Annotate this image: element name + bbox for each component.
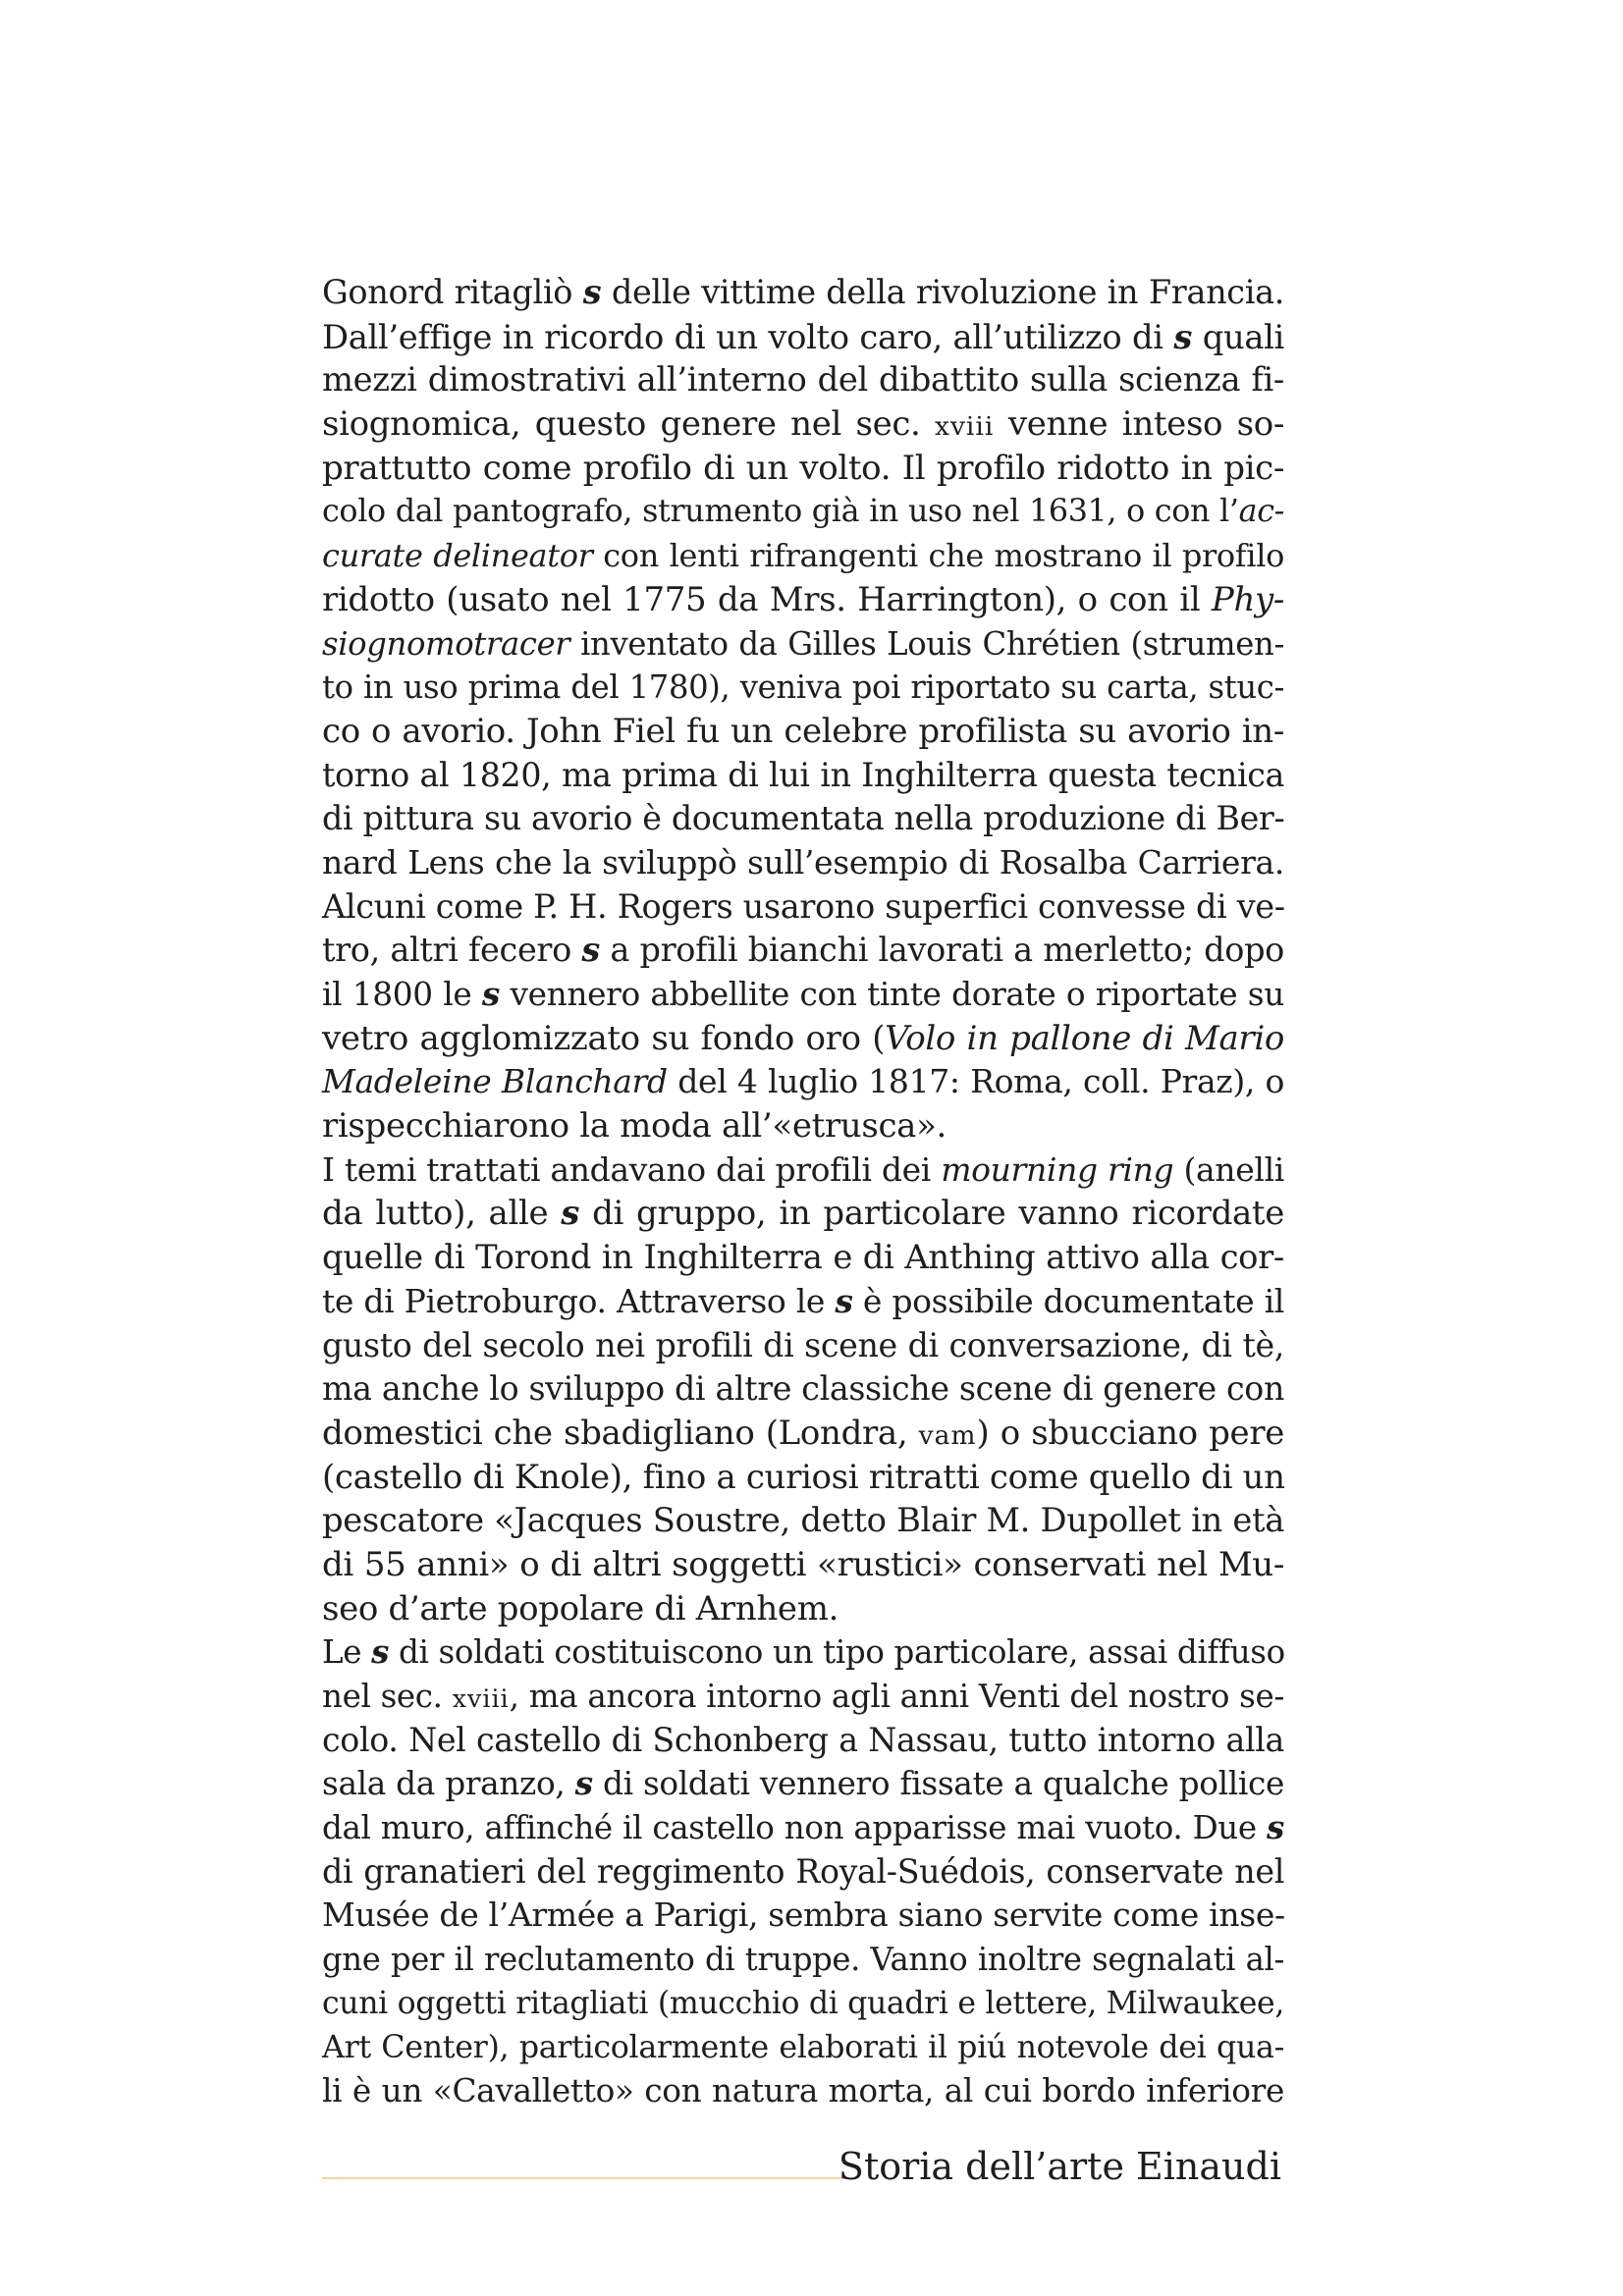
text-span: il 1800 le: [322, 976, 482, 1013]
text-span: vennero abbellite con tinte dorate o riportate su: [499, 976, 1285, 1013]
text-span: di pittura su avorio è documentata nella produzione di Ber-: [322, 799, 1285, 838]
entry-abbreviation: s: [835, 1281, 853, 1320]
text-line: [322, 2069, 1284, 2113]
text-span: co o avorio. John Fiel fu un celebre profilista su avorio in-: [322, 711, 1284, 751]
entry-abbreviation: s: [581, 931, 600, 970]
text-line: [322, 754, 1284, 798]
text-line: [322, 622, 1284, 667]
text-span: li è un «Cavalletto» con natura morta, al cui bordo inferiore: [322, 2072, 1284, 2110]
text-span: di 55 anni» o di altri soggetti «rustici» conservati nel Mu-: [322, 1544, 1284, 1584]
text-line: [322, 402, 1284, 447]
text-span: Dall’effige in ricordo di un volto caro, all’utilizzo di: [322, 317, 1174, 356]
text-span: rispecchiarono la moda all’«etrusca».: [322, 1106, 947, 1147]
text-span: venne inteso so-: [994, 404, 1284, 445]
entry-abbreviation: s: [582, 273, 602, 311]
small-caps-text: vam: [918, 1419, 977, 1451]
text-line: [322, 2026, 1284, 2070]
text-span: Gonord ritagliò: [322, 273, 583, 311]
text-span: (castello di Knole), fino a curiosi ritratti come quello di un: [322, 1457, 1285, 1497]
text-line: [322, 1675, 1284, 1719]
text-span: di granatieri del reggimento Royal-Suédois, conservate nel: [322, 1851, 1284, 1891]
text-span: inventato da Gilles Louis Chrétien (strumen-: [569, 624, 1284, 663]
text-span: di soldati vennero fissate a qualche pollice: [592, 1765, 1284, 1803]
text-line: [322, 1762, 1284, 1806]
text-line: [322, 1017, 1284, 1061]
text-line: [322, 1104, 1284, 1148]
text-line: [322, 666, 1284, 710]
small-caps-text: xviii: [934, 411, 995, 443]
text-span: gne per il reclutamento di truppe. Vanno inoltre segnalati al-: [322, 1941, 1284, 1979]
text-span: nard Lens che la sviluppò sull’esempio di Rosalba Carriera.: [322, 842, 1284, 881]
text-line: [322, 1850, 1284, 1895]
text-span: sala da pranzo,: [322, 1765, 575, 1803]
text-span: con lenti rifrangenti che mostrano il profilo: [592, 537, 1284, 575]
italic-text: curate delineator: [322, 537, 593, 575]
text-line: [322, 1938, 1284, 1982]
footer-rule: [322, 2177, 844, 2179]
italic-text: Phy-: [1211, 579, 1284, 619]
text-span: Alcuni come P. H. Rogers usarono superfici convesse di ve-: [322, 886, 1285, 926]
text-span: di soldati costituiscono un tipo particolare, assai diffuso: [389, 1633, 1285, 1672]
text-line: [322, 1192, 1284, 1236]
italic-text: ac-: [1238, 494, 1284, 530]
text-span: ) o sbucciano pere: [976, 1413, 1284, 1453]
text-span: è possibile documentate il: [852, 1281, 1284, 1320]
text-span: I temi trattati andavano dai profili dei: [322, 1149, 942, 1189]
entry-abbreviation: s: [574, 1764, 593, 1803]
text-span: tro, altri fecero: [322, 931, 582, 970]
entry-abbreviation: s: [1173, 316, 1193, 356]
text-span: Musée de l’Armée a Parigi, sembra siano servite come inse-: [322, 1896, 1285, 1935]
text-line: [322, 710, 1284, 754]
text-span: pescatore «Jacques Soustre, detto Blair M. Dupollet in età: [322, 1501, 1284, 1540]
text-line: [322, 1324, 1284, 1368]
text-line: [322, 973, 1284, 1017]
text-span: cuni oggetti ritagliati (mucchio di quadri e lettere, Milwaukee,: [322, 1985, 1284, 2021]
text-span: ma anche lo sviluppo di altre classiche scene di genere con: [322, 1369, 1285, 1409]
text-line: [322, 358, 1284, 402]
text-line: [322, 1456, 1284, 1500]
text-line: [322, 1280, 1284, 1324]
text-span: vetro agglomizzato su fondo oro (: [322, 1018, 886, 1058]
text-line: [322, 885, 1284, 930]
entry-abbreviation: s: [371, 1632, 390, 1672]
text-span: dal muro, affinché il castello non apparisse mai vuoto. Due: [322, 1809, 1268, 1847]
text-span: siognomica, questo genere nel sec.: [322, 404, 935, 445]
text-line: [322, 1806, 1284, 1850]
text-span: nel sec.: [322, 1678, 453, 1715]
text-span: (anelli: [1173, 1149, 1284, 1189]
text-line: [322, 1894, 1284, 1938]
text-line: [322, 1719, 1284, 1763]
text-span: ridotto (usato nel 1775 da Mrs. Harrington), o con il: [322, 579, 1212, 619]
text-span: Le: [322, 1633, 372, 1672]
entry-abbreviation: s: [1267, 1808, 1284, 1847]
text-span: colo. Nel castello di Schonberg a Nassau, tutto intorno alla: [322, 1720, 1284, 1759]
text-span: prattutto come profilo di un volto. Il profilo ridotto in pic-: [322, 448, 1284, 488]
text-span: da lutto), alle: [322, 1194, 562, 1234]
italic-text: Volo in pallone di Mario: [885, 1018, 1284, 1058]
text-span: quelle di Torond in Inghilterra e di Anthing attivo alla cor-: [322, 1238, 1284, 1277]
italic-text: mourning ring: [941, 1149, 1174, 1189]
text-span: gusto del secolo nei profili di scene di conversazione, di tè,: [322, 1325, 1284, 1364]
footer-title: Storia dell’arte Einaudi: [838, 2145, 1281, 2188]
entry-abbreviation: s: [481, 975, 500, 1013]
text-line: [322, 841, 1284, 885]
text-span: seo d’arte popolare di Arnhem.: [322, 1588, 839, 1629]
text-line: [322, 1982, 1284, 2026]
text-line: [322, 315, 1284, 359]
text-line: [322, 1060, 1284, 1104]
text-line: [322, 1499, 1284, 1543]
body-text: [322, 271, 1284, 2113]
text-span: Art Center), particolarmente elaborati il piú notevole dei qua-: [322, 2029, 1284, 2065]
small-caps-text: xviii: [452, 1683, 510, 1713]
text-line: [322, 1543, 1284, 1587]
text-span: colo dal pantografo, strumento già in uso nel 1631, o con l’: [322, 494, 1239, 530]
italic-text: Madeleine Blanchard: [322, 1062, 668, 1101]
text-span: torno al 1820, ma prima di lui in Inghilterra questa tecnica: [322, 755, 1284, 794]
text-span: domestici che sbadigliano (Londra,: [322, 1413, 919, 1453]
text-span: mezzi dimostrativi all’interno del dibattito sulla scienza fi-: [322, 360, 1284, 400]
text-line: [322, 1630, 1284, 1675]
text-span: delle vittime della rivoluzione in Francia.: [601, 273, 1284, 311]
text-line: [322, 929, 1284, 973]
text-span: quali: [1192, 317, 1285, 356]
text-line: [322, 1148, 1284, 1193]
text-span: del 4 luglio 1817: Roma, coll. Praz), o: [667, 1062, 1284, 1101]
text-line: [322, 1367, 1284, 1412]
text-span: , ma ancora intorno agli anni Venti del nostro se-: [509, 1678, 1284, 1715]
text-span: te di Pietroburgo. Attraverso le: [322, 1281, 836, 1320]
text-line: [322, 1236, 1284, 1280]
italic-text: siognomotracer: [322, 624, 570, 663]
text-line: [322, 271, 1284, 315]
text-line: [322, 1587, 1284, 1631]
text-span: to in uso prima del 1780), veniva poi riportato su carta, stuc-: [322, 668, 1284, 707]
text-span: di gruppo, in particolare vanno ricordate: [579, 1194, 1284, 1234]
text-line: [322, 797, 1284, 841]
entry-abbreviation: s: [561, 1194, 580, 1234]
text-line: [322, 1412, 1284, 1456]
text-line: [322, 447, 1284, 491]
text-line: [322, 578, 1284, 622]
text-line: [322, 534, 1284, 578]
text-span: a profili bianchi lavorati a merletto; dopo: [599, 931, 1284, 970]
text-line: [322, 490, 1284, 534]
